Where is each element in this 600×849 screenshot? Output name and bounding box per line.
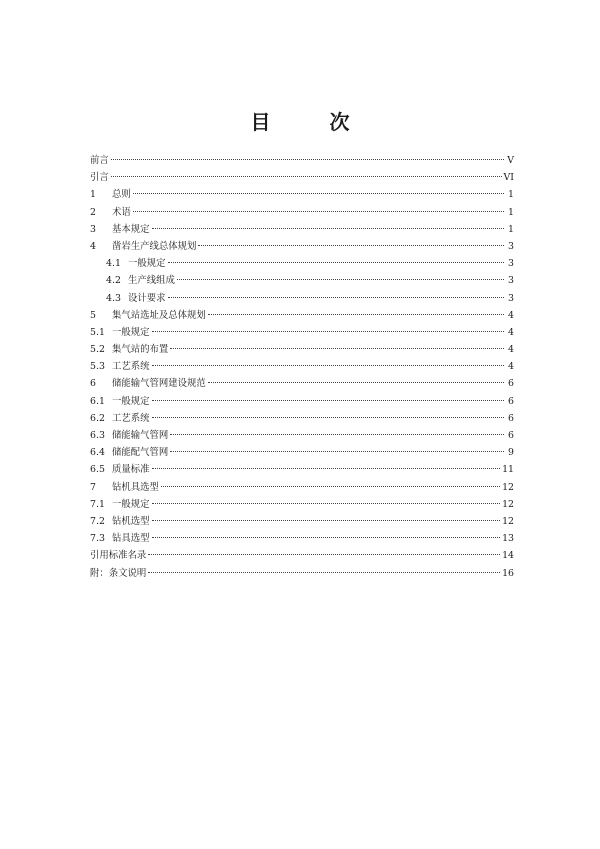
dot-leader (198, 245, 504, 246)
toc-entry-page-number: 13 (502, 533, 514, 545)
dot-leader (152, 520, 501, 521)
dot-leader (208, 314, 504, 315)
toc-entry-page-number: 12 (502, 498, 514, 510)
dot-leader (133, 211, 504, 212)
toc-entry[interactable] (90, 307, 514, 324)
dot-leader (168, 262, 504, 263)
toc-entry-number: 4.3 (106, 292, 121, 304)
toc-entry-label: 钻机具选型 (112, 481, 159, 493)
toc-entry-page-number: 12 (502, 481, 514, 493)
toc-entry[interactable] (90, 255, 514, 272)
toc-entry-page-number: 4 (508, 361, 514, 373)
toc-entry-page-number: 3 (508, 240, 514, 252)
toc-entry[interactable] (90, 290, 514, 307)
toc-entry[interactable] (90, 238, 514, 255)
toc-entry-page-number: 1 (508, 223, 514, 235)
toc-entry-page-number: 14 (502, 550, 514, 562)
toc-entry-page-number: 6 (508, 395, 514, 407)
toc-entry-label: 质量标准 (112, 464, 150, 476)
toc-entry-number: 5 (90, 309, 96, 321)
toc-entry[interactable] (90, 444, 514, 461)
toc-entry-label: 储能配气管网 (112, 447, 169, 459)
toc-entry-label: 基本规定 (112, 223, 150, 235)
toc-entry[interactable] (90, 221, 514, 238)
toc-entry-label: 钻具选型 (112, 533, 150, 545)
toc-entry[interactable] (90, 341, 514, 358)
toc-entry-page-number: 4 (508, 309, 514, 321)
toc-entry[interactable] (90, 461, 514, 478)
toc-entry-page-number: 4 (508, 326, 514, 338)
toc-entry-page-number: 12 (502, 515, 514, 527)
toc-entry-number: 5.3 (90, 361, 105, 373)
toc-entry-number: 1 (90, 189, 96, 201)
toc-entry-number: 4 (90, 240, 96, 252)
toc-entry-number: 6.2 (90, 412, 105, 424)
dot-leader (152, 331, 504, 332)
toc-entry-number: 6.3 (90, 430, 105, 441)
dot-leader (152, 417, 504, 418)
dot-leader (111, 176, 502, 177)
toc-entry-label: 集气站的布置 (112, 344, 169, 356)
dot-leader (111, 159, 504, 160)
toc-entry-page-number: 1 (508, 206, 514, 218)
toc-entry-page-number: 11 (502, 464, 514, 476)
toc-entry[interactable] (90, 547, 514, 564)
toc-entry-number: 6 (90, 378, 96, 390)
toc-entry-page-number: 6 (508, 430, 514, 441)
dot-leader (170, 451, 504, 452)
toc-entry-number: 6.5 (90, 464, 105, 476)
toc-entry[interactable] (90, 479, 514, 496)
toc-entry[interactable] (90, 272, 514, 289)
dot-leader (152, 228, 504, 229)
page-title: 目 次 (250, 110, 376, 134)
dot-leader (152, 537, 501, 538)
toc-entry-number: 6.4 (90, 447, 105, 459)
toc-entry[interactable] (90, 513, 514, 530)
toc-entry[interactable] (90, 152, 514, 169)
toc-entry-number: 2 (90, 206, 96, 218)
toc-entry-label: 引言 (90, 172, 109, 184)
toc-entry[interactable] (90, 204, 514, 221)
toc-entry-label: 工艺系统 (112, 361, 150, 373)
dot-leader (208, 382, 504, 383)
toc-entry[interactable] (90, 324, 514, 341)
toc-entry-page-number: V (507, 155, 514, 166)
toc-entry-number: 4.1 (106, 258, 121, 270)
toc-entry[interactable] (90, 186, 514, 203)
toc-entry[interactable] (90, 496, 514, 513)
dot-leader (168, 297, 504, 298)
toc-entry-number: 6.1 (90, 395, 105, 407)
toc-entry-number: 4.2 (106, 275, 121, 287)
toc-entry-page-number: 6 (508, 412, 514, 424)
toc-entry-label: 一般规定 (112, 326, 150, 338)
toc-entry-page-number: 3 (508, 292, 514, 304)
toc-entry[interactable] (90, 530, 514, 547)
dot-leader (152, 400, 504, 401)
toc-entry-label: 术语 (112, 206, 131, 218)
dot-leader (161, 486, 500, 487)
dot-leader (133, 193, 504, 194)
dot-leader (177, 279, 504, 280)
toc-entry-label: 引用标准名录 (90, 550, 147, 562)
toc-entry-page-number: 3 (508, 258, 514, 270)
toc-entry-page-number: 4 (508, 344, 514, 356)
toc-entry-number: 7.3 (90, 533, 105, 545)
dot-leader (170, 348, 504, 349)
toc-entry-page-number: 16 (502, 567, 514, 579)
dot-leader (148, 572, 500, 573)
dot-leader (148, 554, 500, 555)
toc-entry-label: 一般规定 (128, 258, 166, 270)
toc-entry-number: 5.2 (90, 344, 105, 356)
toc-entry-number: 3 (90, 223, 96, 235)
toc-entry-label: 储能输气管网 (112, 430, 169, 441)
table-of-contents (90, 152, 514, 582)
dot-leader (152, 365, 504, 366)
toc-entry-page-number: 9 (508, 447, 514, 459)
dot-leader (152, 468, 501, 469)
toc-entry[interactable] (90, 427, 514, 444)
toc-entry-label: 储能输气管网建设规范 (112, 378, 206, 390)
toc-entry-label: 前言 (90, 155, 109, 166)
toc-entry-label: 一般规定 (112, 395, 150, 407)
toc-entry[interactable] (90, 410, 514, 427)
toc-entry-label: 附：条文说明 (90, 567, 147, 579)
toc-entry-label: 生产线组成 (128, 275, 175, 287)
toc-entry-label: 凿岩生产线总体规划 (112, 240, 197, 252)
dot-leader (170, 434, 504, 435)
toc-entry-page-number: 6 (508, 378, 514, 390)
toc-entry-number: 5.1 (90, 326, 105, 338)
toc-entry-page-number: 3 (508, 275, 514, 287)
toc-entry[interactable] (90, 375, 514, 392)
toc-entry-label: 工艺系统 (112, 412, 150, 424)
toc-entry-page-number: 1 (508, 189, 514, 201)
toc-entry-label: 一般规定 (112, 498, 150, 510)
dot-leader (152, 503, 501, 504)
toc-entry-label: 集气站选址及总体规划 (112, 309, 206, 321)
toc-entry-label: 设计要求 (128, 292, 166, 304)
toc-entry[interactable] (90, 358, 514, 375)
toc-entry-number: 7 (90, 481, 96, 493)
toc-entry-page-number: VI (503, 172, 514, 184)
toc-entry[interactable] (90, 565, 514, 582)
toc-entry-number: 7.2 (90, 515, 105, 527)
toc-entry-label: 钻机选型 (112, 515, 150, 527)
toc-entry-label: 总则 (112, 189, 131, 201)
toc-entry[interactable] (90, 169, 514, 186)
toc-entry-number: 7.1 (90, 498, 105, 510)
toc-entry[interactable] (90, 393, 514, 410)
